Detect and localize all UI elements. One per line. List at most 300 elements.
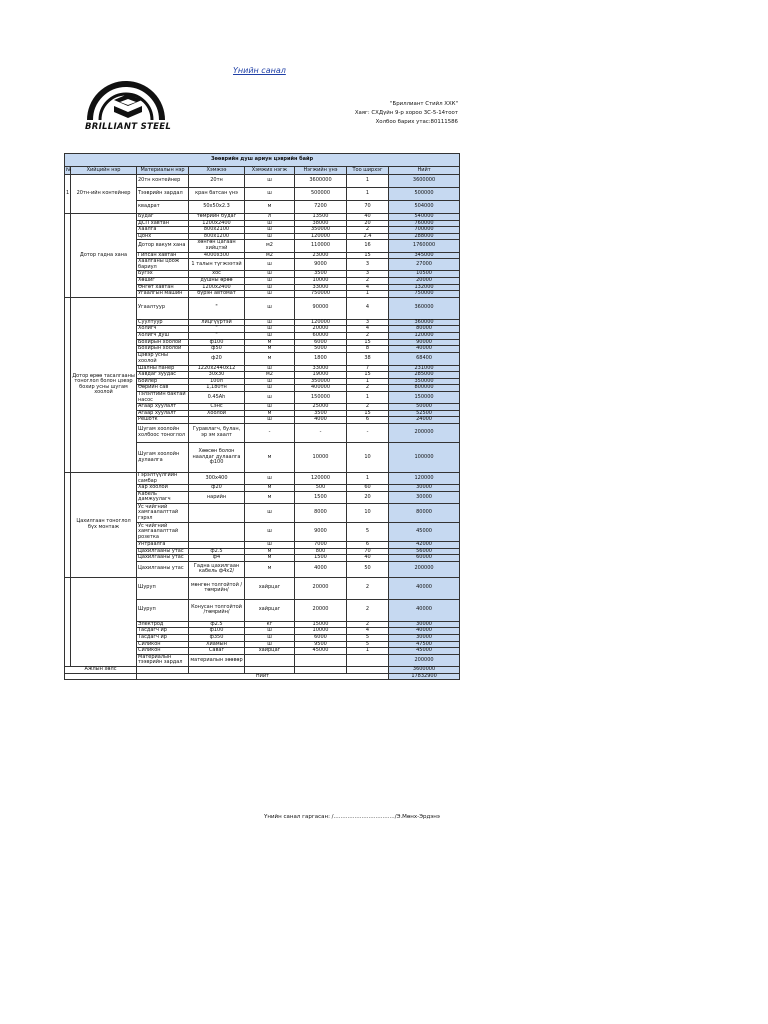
total: 52500: [389, 410, 460, 417]
unit-price: 800: [295, 548, 347, 555]
total: 200000: [389, 654, 460, 666]
material-name: Тасдагч ир: [137, 628, 189, 635]
quantity: 1: [347, 378, 389, 385]
unit: м: [245, 548, 295, 555]
size: 1,180тн: [189, 385, 245, 392]
table-row: [65, 577, 460, 599]
row-number: 1: [65, 175, 71, 214]
unit-price: 7200: [295, 201, 347, 214]
size: 1220x2440x12: [189, 365, 245, 372]
unit: хайрцаг: [245, 599, 295, 621]
unit: ш: [245, 277, 295, 284]
total: 360000: [389, 319, 460, 326]
material-name: Гипсан хавтан: [137, 252, 189, 259]
material-name: Хаалганы цоож бариул: [137, 259, 189, 271]
total: 200000: [389, 561, 460, 577]
material-name: Ус чийгний хамгаалалттай розетка: [137, 523, 189, 542]
total: 56000: [389, 548, 460, 555]
unit-price: 38000: [295, 220, 347, 227]
quantity: 2: [347, 227, 389, 234]
material-name: Агаар хуулалт: [137, 404, 189, 411]
unit: м: [245, 491, 295, 503]
quantity: 7: [347, 365, 389, 372]
empty-cell: [295, 666, 347, 673]
unit-price: 6000: [295, 634, 347, 641]
quantity: 20: [347, 491, 389, 503]
total: 120000: [389, 332, 460, 339]
unit: м2: [245, 240, 295, 252]
total: 132000: [389, 284, 460, 291]
table-header-row: [65, 167, 460, 175]
size: [189, 523, 245, 542]
material-name: 20тн контейнер: [137, 175, 189, 188]
total: 200000: [389, 424, 460, 443]
unit-price: 9000: [295, 259, 347, 271]
material-name: Шалны панер: [137, 365, 189, 372]
size: 4000x300: [189, 252, 245, 259]
unit-price: 500000: [295, 188, 347, 201]
unit: ш: [245, 271, 295, 278]
quantity: 16: [347, 240, 389, 252]
unit: м2: [245, 372, 295, 379]
unit-price: 23000: [295, 252, 347, 259]
quantity: 1: [347, 188, 389, 201]
quantity: 5: [347, 641, 389, 648]
material-name: Бохирын хоолой: [137, 346, 189, 353]
unit-price: 3500: [295, 271, 347, 278]
size: лицгүүртэй: [189, 319, 245, 326]
unit: ш: [245, 392, 295, 404]
construction-group-name: 20тн-ийн контейнер: [71, 175, 137, 214]
unit-price: 10000: [295, 628, 347, 635]
size: 1200x2400: [189, 220, 245, 227]
material-name: Тэлэлтийн бактай насос: [137, 392, 189, 404]
material-name: Цахилгааны утас: [137, 555, 189, 562]
unit-price: 20000: [295, 599, 347, 621]
quantity: 15: [347, 339, 389, 346]
size: ": [189, 326, 245, 333]
unit: ш: [245, 319, 295, 326]
quantity: 5: [347, 523, 389, 542]
material-name: Цахилгааны утас: [137, 561, 189, 577]
unit: ш: [245, 523, 295, 542]
grand-total-label: Нийт: [137, 673, 389, 680]
material-name: Будаг: [137, 214, 189, 221]
quantity: 2: [347, 385, 389, 392]
table-row: [65, 214, 460, 221]
quantity: 5: [347, 634, 389, 641]
size: Хөөсөн болон наалдаг дулаалга ф100: [189, 443, 245, 473]
quantity: 40: [347, 555, 389, 562]
unit-price: 3600000: [295, 175, 347, 188]
size: душны өрөө: [189, 277, 245, 284]
quantity: 70: [347, 201, 389, 214]
material-name: Ус чийгний хамгаалалттай гэрэл: [137, 504, 189, 523]
size: ф20: [189, 352, 245, 365]
unit: ш: [245, 259, 295, 271]
unit-price: 20000: [295, 326, 347, 333]
material-name: Решотк: [137, 417, 189, 424]
total: 45000: [389, 648, 460, 655]
quantity: 4: [347, 284, 389, 291]
material-name: Силикон: [137, 641, 189, 648]
unit: м: [245, 555, 295, 562]
unit-price: 33000: [295, 365, 347, 372]
unit: ш: [245, 378, 295, 385]
header-quantity: Тоо ширхэг: [347, 167, 389, 175]
unit: ш: [245, 504, 295, 523]
unit-price: 120000: [295, 319, 347, 326]
total: 288000: [389, 233, 460, 240]
unit-price: 33000: [295, 284, 347, 291]
unit-price: 7000: [295, 542, 347, 549]
material-name: Хавдаг зуудас: [137, 372, 189, 379]
total: 40000: [389, 599, 460, 621]
unit: м2: [245, 252, 295, 259]
quantity: 40: [347, 214, 389, 221]
total: 68400: [389, 352, 460, 365]
unit: ш: [245, 542, 295, 549]
unit: ш: [245, 220, 295, 227]
labor-label: Ажлын хөлс: [65, 666, 137, 673]
quantity: 10: [347, 504, 389, 523]
empty-cell: [137, 666, 189, 673]
unit: кг: [245, 621, 295, 628]
unit: ш: [245, 628, 295, 635]
material-name: Материалын тээврийн зардал: [137, 654, 189, 666]
quantity: 15: [347, 372, 389, 379]
size: Сэнс: [189, 404, 245, 411]
quantity: 70: [347, 548, 389, 555]
quantity: 2.4: [347, 233, 389, 240]
material-name: Унтраалга: [137, 542, 189, 549]
total: 47500: [389, 641, 460, 648]
size: Конусан толгойтой /төмрийн/: [189, 599, 245, 621]
quantity: 2: [347, 277, 389, 284]
unit: ш: [245, 404, 295, 411]
unit-price: 110000: [295, 240, 347, 252]
quantity: 4: [347, 628, 389, 635]
size: Гуравлагч, булан, эр эм хаалт: [189, 424, 245, 443]
header-size: Хэмжээ: [189, 167, 245, 175]
unit: м: [245, 410, 295, 417]
quantity: 2: [347, 577, 389, 599]
quantity: -: [347, 424, 389, 443]
total: 40000: [389, 628, 460, 635]
material-name: ДСП хавтан: [137, 220, 189, 227]
total: 24000: [389, 417, 460, 424]
size: ф50: [189, 346, 245, 353]
material-name: Шугам хоолойн дулаалга: [137, 443, 189, 473]
size: материалын зөөвөр: [189, 654, 245, 666]
unit-price: 13500: [295, 214, 347, 221]
quantity: 1: [347, 648, 389, 655]
unit: ш: [245, 634, 295, 641]
unit-price: 6000: [295, 339, 347, 346]
unit-price: 750000: [295, 291, 347, 298]
total: 50000: [389, 404, 460, 411]
empty-cell: [189, 666, 245, 673]
unit: ш: [245, 233, 295, 240]
unit: ш: [245, 417, 295, 424]
logo-text: BRILLIANT STEEL: [84, 122, 172, 132]
grand-total-row: [65, 673, 460, 680]
total: 500000: [389, 188, 460, 201]
size: 20тн: [189, 175, 245, 188]
table-caption: Зөөврийн душ ариун цэврийн байр: [65, 154, 460, 167]
size: Саваг: [189, 648, 245, 655]
header-material: Материалын нэр: [137, 167, 189, 175]
total: 150000: [389, 392, 460, 404]
unit: ш: [245, 473, 295, 485]
unit-price: 10000: [295, 277, 347, 284]
quantity: 3: [347, 319, 389, 326]
quantity: 6: [347, 542, 389, 549]
table-caption-row: [65, 154, 460, 167]
material-name: Электрод: [137, 621, 189, 628]
size: 100л: [189, 378, 245, 385]
quantity: 8: [347, 346, 389, 353]
size: ф20: [189, 485, 245, 492]
unit-price: 45000: [295, 648, 347, 655]
unit: ш: [245, 284, 295, 291]
unit: ш: [245, 326, 295, 333]
quantity: 15: [347, 252, 389, 259]
unit-price: 20000: [295, 577, 347, 599]
company-phone: Холбоо барих утас:80111586: [375, 119, 458, 125]
unit: ш: [245, 291, 295, 298]
header-total: Нийт: [389, 167, 460, 175]
unit: ш: [245, 385, 295, 392]
unit-price: 1800: [295, 352, 347, 365]
unit-price: 150000: [295, 392, 347, 404]
total: 27000: [389, 259, 460, 271]
material-name: Шугам хоолойн холбоос тоноглол: [137, 424, 189, 443]
material-name: Хөшиг: [137, 277, 189, 284]
quantity: 1: [347, 473, 389, 485]
construction-group-name: Дотор өрөө тасалгааны тоноглол болон цэвэр бохир усны шугам хоолой: [71, 297, 137, 472]
table-row: [65, 175, 460, 188]
construction-group-name: [71, 577, 137, 666]
material-name: Холигч: [137, 326, 189, 333]
total: 760000: [389, 220, 460, 227]
quantity: 2: [347, 332, 389, 339]
material-name: Шуруп: [137, 599, 189, 621]
unit-price: 1500: [295, 555, 347, 562]
material-name: Угаалгын машин: [137, 291, 189, 298]
total: 540000: [389, 214, 460, 221]
material-name: квадрат: [137, 201, 189, 214]
signature-line: Үнийн санал гаргасан: /.................................../Э.Мөнх-Эрдэнэ: [264, 814, 440, 820]
unit-price: 4000: [295, 417, 347, 424]
labor-total: 3600000: [389, 666, 460, 673]
size: 30x30: [189, 372, 245, 379]
construction-group-name: Дотор гадна хана: [71, 214, 137, 298]
unit-price: 3500: [295, 410, 347, 417]
size: [189, 417, 245, 424]
unit: м: [245, 346, 295, 353]
header-no: №: [66, 166, 72, 173]
total: 20000: [389, 277, 460, 284]
document-title: Үнийн санал: [233, 66, 286, 75]
unit-price: 19000: [295, 372, 347, 379]
material-name: Угаалтуур: [137, 297, 189, 319]
quantity: 1: [347, 392, 389, 404]
material-name: Өнгөт хавтан: [137, 284, 189, 291]
material-name: Хар хоолой: [137, 485, 189, 492]
material-name: Силикон: [137, 648, 189, 655]
unit: -: [245, 424, 295, 443]
table-row: [65, 297, 460, 319]
total: 800000: [389, 385, 460, 392]
unit: л: [245, 214, 295, 221]
material-name: Бойлер: [137, 378, 189, 385]
quantity: 2: [347, 621, 389, 628]
quantity: 4: [347, 297, 389, 319]
unit-price: 4000: [295, 561, 347, 577]
unit-price: 90000: [295, 297, 347, 319]
size: ф2.5: [189, 621, 245, 628]
unit: ш: [245, 188, 295, 201]
unit: м: [245, 352, 295, 365]
material-name: Бугэх: [137, 271, 189, 278]
unit: м: [245, 485, 295, 492]
unit: ш: [245, 332, 295, 339]
material-name: Өөрийн сав: [137, 385, 189, 392]
size: Гадна цахилгаан кабель ф4x2/: [189, 561, 245, 577]
unit-price: 120000: [295, 233, 347, 240]
unit-price: 1500: [295, 491, 347, 503]
quantity: 6: [347, 417, 389, 424]
material-name: Шуруп: [137, 577, 189, 599]
size: Хиамын: [189, 641, 245, 648]
material-name: Кабель дамжуулагч: [137, 491, 189, 503]
total: 1760000: [389, 240, 460, 252]
unit-price: 5000: [295, 346, 347, 353]
unit-price: 10000: [295, 443, 347, 473]
total: 45000: [389, 523, 460, 542]
total: 750000: [389, 291, 460, 298]
size: 0.45Ah: [189, 392, 245, 404]
quantity: 3: [347, 271, 389, 278]
quantity: 20: [347, 220, 389, 227]
unit-price: 120000: [295, 473, 347, 485]
material-name: Цонх: [137, 233, 189, 240]
size: хос: [189, 271, 245, 278]
company-address: Хаяг: СХДүйн 9-р хороо 3C-5-14тоот: [354, 110, 458, 116]
unit-price: 400000: [295, 385, 347, 392]
unit-price: 350000: [295, 378, 347, 385]
size: 800x2100: [189, 227, 245, 234]
unit: ш: [245, 227, 295, 234]
total: 30000: [389, 485, 460, 492]
construction-group-name: Цахилгаан тоноглол бүх монтаж: [71, 473, 137, 578]
size: 1200x2400: [189, 284, 245, 291]
quantity: 38: [347, 352, 389, 365]
quantity: 2: [347, 599, 389, 621]
quantity: 4: [347, 326, 389, 333]
size: 1 талын түгжээтэй: [189, 259, 245, 271]
total: 40000: [389, 577, 460, 599]
size: ": [189, 297, 245, 319]
total: 3600000: [389, 175, 460, 188]
size: 50x50x2.3: [189, 201, 245, 214]
size: Хоолой: [189, 410, 245, 417]
table-row: [65, 473, 460, 485]
material-name: Тээврийн зардал: [137, 188, 189, 201]
total: 80000: [389, 504, 460, 523]
material-name: Холигч душ: [137, 332, 189, 339]
quantity: 1: [347, 175, 389, 188]
unit: ш: [245, 297, 295, 319]
unit: ш: [245, 175, 295, 188]
quantity: 50: [347, 561, 389, 577]
total: 360000: [389, 297, 460, 319]
size: хөнгөн цагаан хийцтэй: [189, 240, 245, 252]
header-unit-price: Нэгжийн үнэ: [295, 167, 347, 175]
total: 345000: [389, 252, 460, 259]
unit-price: 9000: [295, 523, 347, 542]
material-name: Агаар хуулалт: [137, 410, 189, 417]
total: 700000: [389, 227, 460, 234]
size: нарийн: [189, 491, 245, 503]
material-name: Цэвэр усны хоолой: [137, 352, 189, 365]
size: ф2.5: [189, 548, 245, 555]
unit: м: [245, 339, 295, 346]
unit: м: [245, 561, 295, 577]
quantity: [347, 654, 389, 666]
unit-price: 500: [295, 485, 347, 492]
total: 231000: [389, 365, 460, 372]
total: 120000: [389, 473, 460, 485]
quantity: 1: [347, 291, 389, 298]
unit-price: [295, 654, 347, 666]
total: 40000: [389, 346, 460, 353]
total: 30000: [389, 491, 460, 503]
material-name: Хаалга: [137, 227, 189, 234]
size: кран батсан үнэ: [189, 188, 245, 201]
unit: хайрцаг: [245, 577, 295, 599]
quantity: 10: [347, 443, 389, 473]
total: 504000: [389, 201, 460, 214]
size: ф350: [189, 634, 245, 641]
total: 90000: [389, 339, 460, 346]
unit: ш: [245, 641, 295, 648]
company-name: "Бриллиант Стийл ХХК": [390, 101, 458, 107]
unit: ш: [245, 365, 295, 372]
unit-price: 15000: [295, 621, 347, 628]
header-unit: Хэмжих нэгж: [245, 167, 295, 175]
grand-total: 17832900: [389, 673, 460, 680]
total: 10500: [389, 271, 460, 278]
size: 300x400: [189, 473, 245, 485]
total: 42000: [389, 542, 460, 549]
material-name: Бохирын хоолой: [137, 339, 189, 346]
company-info: [355, 100, 458, 127]
size: төмрийн будаг: [189, 214, 245, 221]
unit-price: 8000: [295, 504, 347, 523]
empty-cell: [347, 666, 389, 673]
price-table-body: [65, 154, 460, 680]
quantity: 2: [347, 404, 389, 411]
material-name: Суултуур: [137, 319, 189, 326]
quantity: 15: [347, 410, 389, 417]
size: ф4: [189, 555, 245, 562]
total: 60000: [389, 555, 460, 562]
total: 350000: [389, 378, 460, 385]
empty-cell: [245, 666, 295, 673]
total: 100000: [389, 443, 460, 473]
